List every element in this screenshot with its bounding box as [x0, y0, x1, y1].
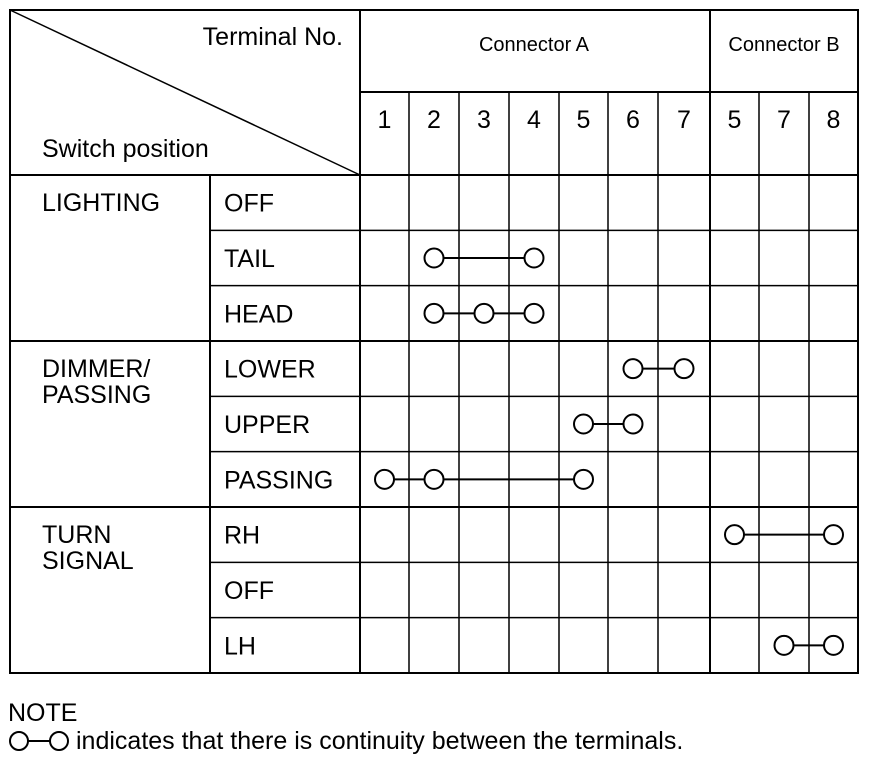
terminal-number: 6 [626, 106, 640, 134]
switch-position-label: LH [224, 632, 256, 661]
connector-a-label: Connector A [478, 34, 590, 56]
switch-position-labels [42, 189, 333, 660]
group-name: LIGHTING [42, 189, 161, 217]
terminal-number-row [378, 106, 841, 134]
group-name: TURN [42, 521, 112, 549]
terminal-number: 5 [576, 106, 591, 134]
note-title: NOTE [8, 699, 78, 727]
switch-position-label: OFF [224, 189, 274, 218]
switch-position-label: HEAD [224, 300, 294, 329]
terminal-circle-icon [624, 415, 643, 434]
terminal-number: 7 [677, 106, 691, 134]
terminal-circle-icon [475, 304, 494, 323]
switch-position-label: PASSING [224, 466, 334, 495]
terminal-no-label: Terminal No. [202, 23, 343, 51]
switch-position-label: Switch position [42, 135, 209, 163]
group-name: PASSING [42, 381, 152, 409]
switch-position-label: UPPER [224, 411, 311, 439]
terminal-circle-icon [725, 525, 744, 544]
switch-position-label: TAIL [224, 245, 275, 273]
terminal-circle-icon [824, 636, 843, 655]
terminal-circle-icon [425, 304, 444, 323]
terminal-number: 2 [427, 106, 441, 134]
terminal-number: 5 [727, 106, 742, 134]
terminal-circle-icon [824, 525, 843, 544]
note-line [8, 727, 683, 755]
group-name: DIMMER/ [42, 355, 151, 383]
terminal-circle-icon [574, 470, 593, 489]
continuity-symbol-icon [8, 729, 70, 753]
connector-b-label: Connector B [728, 34, 840, 56]
terminal-number: 8 [826, 106, 841, 134]
terminal-circle-icon [425, 470, 444, 489]
terminal-number: 3 [477, 106, 491, 134]
terminal-number: 4 [527, 106, 541, 134]
terminal-circle-icon [775, 636, 794, 655]
note-text: indicates that there is continuity between the terminals. [76, 727, 684, 755]
terminal-circle-icon [525, 249, 544, 268]
terminal-circle-icon [624, 359, 643, 378]
terminal-circle-icon [425, 249, 444, 268]
terminal-circle-icon [574, 415, 593, 434]
terminal-circle-icon [675, 359, 694, 378]
terminal-circle-icon [375, 470, 394, 489]
group-name: SIGNAL [42, 547, 134, 575]
terminal-number: 1 [377, 106, 392, 134]
switch-position-label: RH [224, 521, 261, 550]
switch-position-label: OFF [224, 577, 274, 605]
terminal-circle-icon [525, 304, 544, 323]
switch-position-label: LOWER [224, 355, 316, 384]
terminal-number: 7 [777, 106, 791, 134]
